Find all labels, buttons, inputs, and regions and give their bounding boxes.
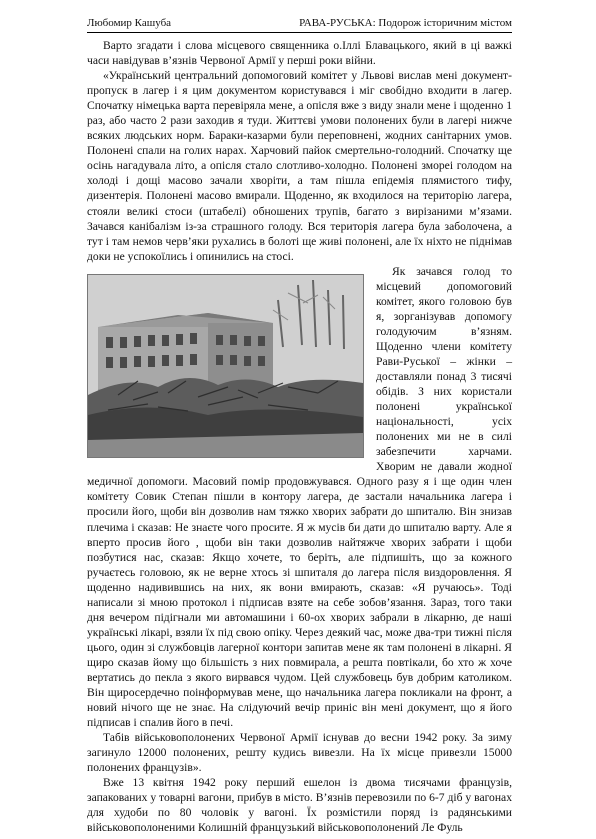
barracks-photo bbox=[87, 274, 364, 458]
paragraph: «Український центральний допомоговий комітет у Львові вислав мені документ-пропуск в лагер і я цим документом користувався і міг свобідно входити в лагер. Спочатку німецька варта перевіряла мене, а опісля вже з виду знали мене і щоденно 1 раз, або часто 2 рази заходив я туди. Життєві умови полонених були в лагері нижче всяких людських норм. Бараки-казарми були переповнені, жодних санітарних умов. Полонені спали на голих нарах. Харчовий пайок смертельно-голодний. Спочатку ще осінь нагадувала літо, а опісля стало слотливо-холодно. Полонені змореі голодом на холоді і дощі масово зачали хворіти, а там пішла епідемія плямистого тифу, дизентерія. Полонені масово вмирали. Щоденно, як входилося на територію лагера, стояли великі стоси (штабелі) обношених трупів, багато з вирізаними м’язами. Зачався канібалізм із-за страшного голоду. Вся територія лагера була заболочена, а тут і там немов черв’яки рухались в болоті ще живі полонені, але їх ніхто не піднімав доки не успокоїлись і опинились на стосі. bbox=[87, 69, 512, 263]
page-header bbox=[87, 14, 512, 33]
header-author: Любомир Кашуба bbox=[87, 17, 172, 29]
body-text bbox=[87, 38, 512, 835]
paragraph: Варто згадати і слова місцевого священника о.Іллі Блавацького, який в ці важкі часи навідував в’язнів Червоної Армії у перші роки війни. bbox=[87, 39, 512, 68]
paragraph: Табів військовополонених Червоної Армії існував до весни 1942 року. За зиму загинуло 12000 полонених, решту кудись вивезли. На їх місце привезли 15000 полонених французів». bbox=[87, 731, 512, 775]
paragraph: Як зачався голод то місцевий допомоговий комітет, якого головою був я, зорганізував допомогу голодуючим в’язням. Щоденно члени комітету Рави-Руської – жінки – доставляли понад 3 тисячі обідів. З них користали полонені української національності, усіх полонених ми не в силі забезпечити харчами. Хворим не давали жодної медичної допомоги. Масовий помір продовжувався. Одного разу я і ще один член комітету Совик Степан пішли в контору лагера, де застали начальника лагера і просили його, щоби він дозволив нам тяжко хворих забрати до шпиталю. Він знизав плечима і сказав: Не знаєте чого просите. Я ж мусів би дати до шпиталю варту. Але я вперто просив його , щоби він таки дозволив найтяжче хворих забрати і щоби позбутися нас, сказав: Якщо хочете, то беріть, але підпишіть, що за кожного ручаєтесь головою, як не верне хтось зі шпиталя до лагера після виздоровлення. Я щоденно надивившись на них, як вони вмирають, сказав: «Я ручаюсь». Тоді написали зі мною протокол і підписав взяте на себе зобов’язання. Зараз, того таки дня вечером підігнали ми автомашини і 60-ох хворих забрали в лікарню, де наші українські лікарі, взяли їх під свою опіку. Через деякий час, може два-три тижні після цього, один зі службовців лагерної контори запитав мене як там полонені в лікарні. Я щиро сказав йому що більшість з них повмирала, а решта повтікали, бо хто ж хоче вертатись до пекла з якого вирвався чудом. Цей службовець був добрим католиком. Він щиросердечно поінформував мене, що начальника лагера покликали на фронт, а новий нічого ще не знає. На слідуючий вечір приніс він мені документ, що я його підписав і спалив його в печі. bbox=[87, 264, 512, 730]
header-title: РАВА-РУСЬКА: Подорож історичним містом bbox=[299, 17, 512, 29]
paragraph: Вже 13 квітня 1942 року перший ешелон із двома тисячами французів, запакованих у товарні вагони, прибув в місто. В’язнів перевозили по 6-7 діб у вагонах для худоби по 80 чоловік у вагоні. Їх розмістили поряд із радянськими військовополоненими Колишній французький військовополонений Ле Фуль bbox=[87, 776, 512, 835]
photo-illustration bbox=[88, 275, 363, 457]
